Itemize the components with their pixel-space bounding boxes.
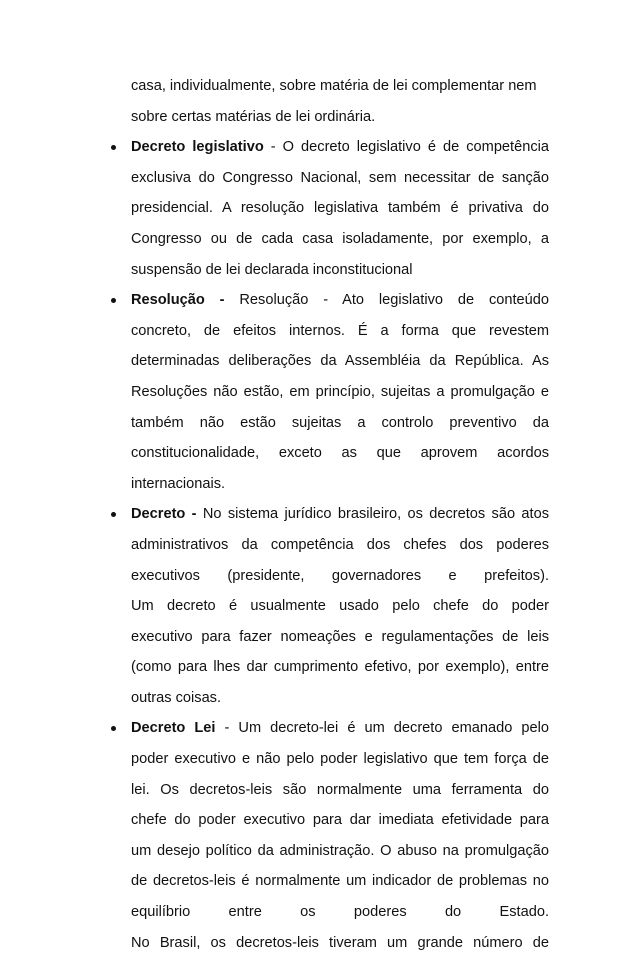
- bullet-icon: [111, 726, 116, 731]
- line-text: No Brasil, os decretos-leis tiveram um grande número de: [131, 934, 549, 951]
- text-line: [109, 102, 549, 133]
- line-text: Congresso ou de cada casa isoladamente, por exemplo, a: [131, 230, 549, 247]
- line-text: executivo para fazer nomeações e regulamentações de leis: [131, 628, 549, 645]
- text-line: [109, 163, 549, 194]
- line-text: chefe do poder executivo para dar imediata efetividade para: [131, 812, 549, 829]
- line-text: constitucionalidade, exceto as que aprovem acordos: [131, 445, 549, 462]
- text-line: [109, 622, 549, 653]
- bullet-item-resolucao: [109, 285, 549, 316]
- text-line: [109, 469, 549, 500]
- line-text: de decretos-leis é normalmente um indicador de problemas no: [131, 873, 549, 890]
- text-line: [109, 775, 549, 806]
- text-line: [109, 897, 549, 928]
- text-line: [109, 438, 549, 469]
- text-line: [109, 744, 549, 775]
- line-text: um desejo político da administração. O abuso na promulgação: [131, 842, 549, 859]
- text-line: [109, 408, 549, 439]
- line-text: outras coisas.: [131, 689, 222, 706]
- text-line: [109, 683, 549, 714]
- text-line: [109, 561, 549, 592]
- line-text: equilíbrio entre os poderes do Estado.: [131, 904, 549, 921]
- text-line: [109, 591, 549, 622]
- line-text: Um decreto é usualmente usado pelo chefe do poder: [131, 598, 549, 615]
- bullet-item-decreto: [109, 499, 549, 530]
- bullet-item-decreto-lei: [109, 713, 549, 744]
- line-text: lei. Os decretos-leis são normalmente uma ferramenta do: [131, 781, 549, 798]
- text-line: [109, 377, 549, 408]
- bold-term: Resolução -: [131, 292, 225, 309]
- text-line: [109, 530, 549, 561]
- bold-term: Decreto -: [131, 506, 197, 523]
- line-text: determinadas deliberações da Assembléia da República. As: [131, 353, 549, 370]
- line-text: poder executivo e não pelo poder legislativo que tem força de: [131, 751, 549, 768]
- text-line: [109, 255, 549, 286]
- line-text: exclusiva do Congresso Nacional, sem necessitar de sanção: [131, 169, 549, 186]
- line-text: executivos (presidente, governadores e prefeitos).: [131, 567, 549, 584]
- text-line: [109, 928, 549, 958]
- line-text: suspensão de lei declarada inconstitucional: [131, 261, 413, 278]
- text-line: [109, 346, 549, 377]
- line-text: Resoluções não estão, em princípio, sujeitas a promulgação e: [131, 383, 549, 400]
- line-text: - Um decreto-lei é um decreto emanado pelo: [215, 720, 549, 737]
- text-line: [109, 805, 549, 836]
- text-line: [109, 866, 549, 897]
- line-text: Resolução - Ato legislativo de conteúdo: [224, 292, 550, 309]
- line-text: (como para lhes dar cumprimento efetivo, por exemplo), entre: [131, 659, 549, 676]
- bullet-icon: [111, 145, 116, 150]
- text-line: [109, 224, 549, 255]
- text-line: [109, 652, 549, 683]
- line-text: também não estão sujeitas a controlo preventivo da: [131, 414, 549, 431]
- line-text: - O decreto legislativo é de competência: [263, 139, 549, 156]
- text-line: [109, 193, 549, 224]
- line-text: casa, individualmente, sobre matéria de lei complementar nem: [131, 78, 537, 94]
- bullet-icon: [111, 512, 116, 517]
- text-line: [109, 71, 549, 102]
- document-body: [109, 71, 549, 958]
- bullet-icon: [111, 298, 116, 303]
- text-line: [109, 316, 549, 347]
- line-text: sobre certas matérias de lei ordinária.: [131, 108, 376, 125]
- line-text: concreto, de efeitos internos. É a forma que revestem: [131, 322, 549, 339]
- text-line: [109, 836, 549, 867]
- bold-term: Decreto legislativo: [131, 139, 264, 156]
- line-text: internacionais.: [131, 475, 226, 492]
- bold-term: Decreto Lei: [131, 720, 216, 737]
- line-text: No sistema jurídico brasileiro, os decretos são atos: [196, 506, 549, 523]
- line-text: presidencial. A resolução legislativa também é privativa do: [131, 200, 549, 217]
- line-text: administrativos da competência dos chefes dos poderes: [131, 536, 549, 553]
- bullet-item-decreto-legislativo: [109, 132, 549, 163]
